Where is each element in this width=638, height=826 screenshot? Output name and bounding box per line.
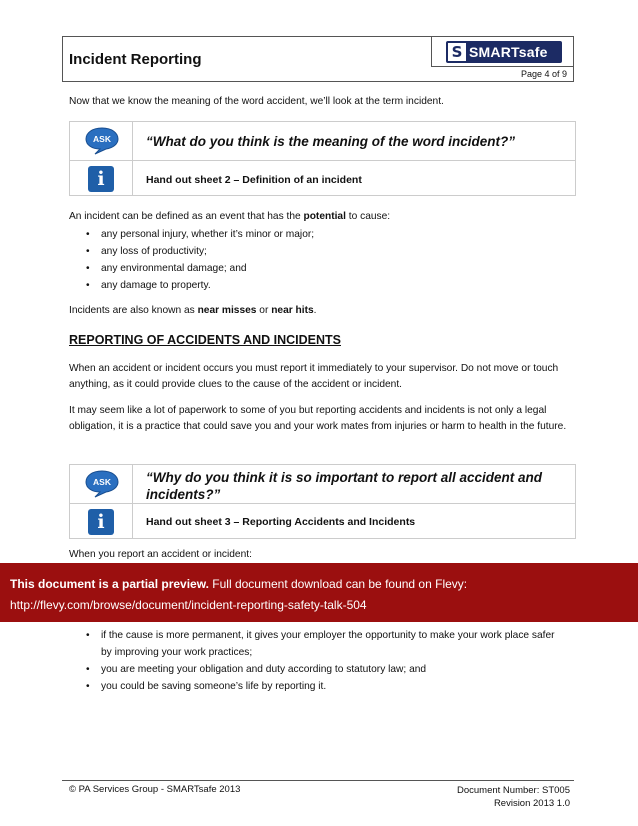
download-link[interactable]: http://flevy.com/browse/document/incident-reporting-safety-talk-504 (10, 598, 367, 612)
info-icon: i (88, 166, 114, 192)
logo-mark: S (448, 43, 466, 61)
list-item: • any loss of productivity; (86, 243, 314, 260)
list-item: • any damage to property. (86, 277, 314, 294)
section-heading: REPORTING OF ACCIDENTS AND INCIDENTS (69, 333, 341, 347)
ask-label: ASK (93, 134, 111, 144)
reasons-list (86, 627, 566, 695)
footer-divider (62, 780, 574, 781)
reporting-paragraph: When an accident or incident occurs you must report it immediately to your supervisor. Do not move or touch anything, as it could provide clues to the cause of the accident or incident. (69, 363, 559, 390)
list-item: • if the cause is more permanent, it gives your employer the opportunity to make your work place safer by improving your work practices; (86, 627, 566, 661)
near-miss-paragraph: Incidents are also known as near misses or near hits. (69, 305, 317, 316)
handout-row-1 (69, 160, 576, 196)
question-row-1 (69, 121, 576, 161)
intro-paragraph: Now that we know the meaning of the word accident, we’ll look at the term incident. (69, 96, 444, 107)
handout-row-2 (69, 503, 576, 539)
footer-doc-info (457, 784, 570, 810)
revision: Revision 2013 1.0 (493, 798, 570, 809)
definition-paragraph: An incident can be defined as an event that has the potential to cause: (69, 211, 391, 222)
list-item: • any environmental damage; and (86, 260, 314, 277)
question-2: “Why do you think it is so important to report all accident and incidents?” (146, 470, 543, 502)
handout-2: Hand out sheet 3 – Reporting Accidents and Incidents (146, 516, 416, 528)
ask-speech-bubble-icon (85, 470, 119, 498)
causes-list (86, 226, 314, 294)
ask-speech-bubble-icon (85, 127, 119, 155)
document-title: Incident Reporting (69, 51, 202, 68)
handout-1: Hand out sheet 2 – Definition of an incident (146, 174, 362, 186)
ask-label: ASK (93, 477, 111, 487)
icon-cell (70, 504, 133, 538)
document-header (62, 36, 574, 82)
footer-copyright: © PA Services Group - SMARTsafe 2013 (69, 784, 241, 795)
icon-cell (70, 122, 133, 160)
list-item: • you are meeting your obligation and duty according to statutory law; and (86, 661, 566, 678)
logo-text: SMARTsafe (469, 44, 548, 60)
question-row-2 (69, 464, 576, 504)
info-icon: i (88, 509, 114, 535)
icon-cell (70, 465, 133, 503)
page-number: Page 4 of 9 (520, 69, 567, 79)
smartsafe-logo (446, 41, 562, 63)
when-report-text: When you report an accident or incident: (69, 549, 252, 560)
paperwork-paragraph: It may seem like a lot of paperwork to some of you but reporting accidents and incidents is not only a legal obligation, it is a practice that could save you and your work mates from injuries or harm to health in the future. (69, 405, 567, 432)
question-1: “What do you think is the meaning of the word incident?” (146, 134, 515, 149)
preview-banner (0, 563, 638, 622)
logo-cell (431, 37, 574, 67)
icon-cell (70, 161, 133, 195)
list-item: • any personal injury, whether it’s minor or major; (86, 226, 314, 243)
document-number: Document Number: ST005 (457, 785, 570, 796)
list-item: • you could be saving someone’s life by reporting it. (86, 678, 566, 695)
preview-notice: This document is a partial preview. Full document download can be found on Flevy: (10, 577, 468, 591)
